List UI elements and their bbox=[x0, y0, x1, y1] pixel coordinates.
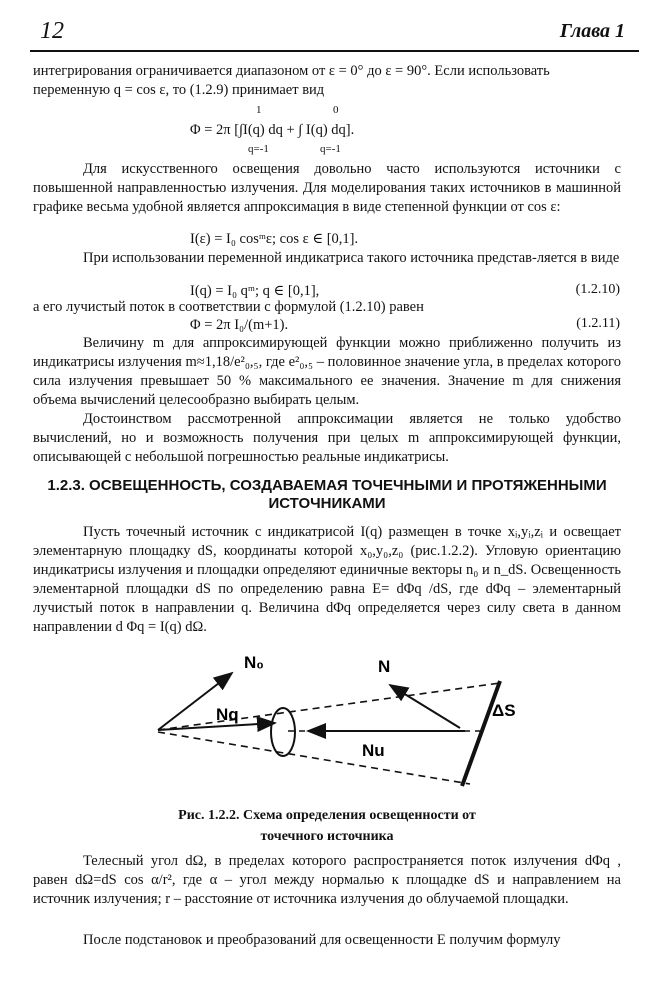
section-heading-line-2: ИСТОЧНИКАМИ bbox=[268, 495, 386, 512]
label-nq: Nq bbox=[216, 705, 239, 724]
paragraph-6: Достоинством рассмотренной аппроксимации является не только удобство вычислений, но и возможность получения при целых m аппроксимирующей функции, описывающей с небольшой погрешностью реальные индикатрисы. bbox=[33, 411, 621, 465]
vector-nq-arrow bbox=[158, 723, 275, 730]
paragraph-5: Величину m для аппроксимирующей функции можно приближенно получить из индикатрисы излучения m≈1,18/e²₀,₅, где e²₀,₅ – половинное значение угла, в пределах которого сила излучения превышает 50 % максимального ее значения. Значение m для снижения объема вычислений целесообразно выбирать целым. bbox=[33, 335, 621, 408]
label-nu: Nu bbox=[362, 741, 385, 760]
header-rule bbox=[30, 50, 639, 52]
cone-lower-ray bbox=[158, 732, 470, 784]
surface-element-ds bbox=[462, 681, 500, 786]
label-n: N bbox=[378, 657, 391, 676]
chapter-title: Глава 1 bbox=[559, 20, 625, 42]
vector-n-arrow bbox=[390, 685, 460, 728]
integral-1-upper-limit: 1 bbox=[256, 104, 262, 116]
figure-caption-line-2: точечного источника bbox=[260, 829, 394, 844]
paragraph-2: Для искусственного освещения довольно часто используются источники с повышенной направленностью излучения. Для моделирования таких источников в машинной графике весьма удобной является аппроксимация в виде степенной функции от cos ε: bbox=[33, 161, 621, 215]
paragraph-1-line-1: интегрирования ограничивается диапазоном от ε = 0° до ε = 90°. Если использовать bbox=[33, 63, 550, 79]
integral-2-upper-limit: 0 bbox=[333, 104, 339, 116]
equation-flux: Φ = 2π I₀/(m+1). bbox=[190, 317, 289, 333]
paragraph-4: а его лучистый поток в соответствии с формулой (1.2.10) равен bbox=[33, 299, 424, 315]
paragraph-9: После подстановок и преобразований для освещенности E получим формулу bbox=[83, 932, 561, 948]
equation-number-1-2-11: (1.2.11) bbox=[576, 316, 620, 331]
paragraph-8: Телесный угол dΩ, в пределах которого распространяется поток излучения dΦq , равен dΩ=dS cos α/r², где α – угол между нормалью к площадке dS и направлением на источник излучения; r – расстояние от источника излучения до облучаемой площадки. bbox=[33, 853, 621, 907]
equation-indicatrix: I(q) = I₀ qᵐ; q ∈ [0,1], bbox=[190, 283, 320, 299]
label-n0: N₀ bbox=[244, 653, 264, 672]
equation-number-1-2-10: (1.2.10) bbox=[575, 282, 620, 297]
section-heading-line-1: 1.2.3. ОСВЕЩЕННОСТЬ, СОЗДАВАЕМАЯ ТОЧЕЧНЫМИ И ПРОТЯЖЕННЫМИ bbox=[47, 477, 607, 494]
solid-angle-ellipse bbox=[271, 708, 295, 756]
figure-caption-line-1: Рис. 1.2.2. Схема определения освещенности от bbox=[178, 808, 476, 823]
equation-flux-integral: Φ = 2π [∫I(q) dq + ∫ I(q) dq]. bbox=[190, 122, 355, 138]
integral-1-lower-limit: q=-1 bbox=[248, 143, 269, 155]
integral-2-lower-limit: q=-1 bbox=[320, 143, 341, 155]
paragraph-3: При использовании переменной индикатриса такого источника представ-ляется в виде bbox=[83, 250, 620, 266]
page-header bbox=[30, 18, 639, 48]
label-ds: ΔS bbox=[492, 701, 516, 720]
equation-power-approx: I(ε) = I₀ cosᵐε; cos ε ∈ [0,1]. bbox=[190, 231, 359, 247]
illumination-diagram bbox=[140, 648, 540, 798]
paragraph-1-line-2: переменную q = cos ε, то (1.2.9) принимает вид bbox=[33, 82, 325, 98]
paragraph-7: Пусть точечный источник с индикатрисой I(q) размещен в точке xᵢ,yᵢ,zᵢ и освещает элементарную площадку dS, координаты которой x₀,y₀,z₀ (рис.1.2.2). Угловую ориентацию индикатрисы излучения и площадки определяют единичные векторы n₀ и n_dS. Освещенность элементарной площадки dS по определению равна E= dΦq /dS, где dΦq – элементарный лучистый поток в направлении q. Величина dΦq определяется через силу света в данном направлении d Φq = I(q) dΩ. bbox=[33, 524, 621, 635]
page-number: 12 bbox=[40, 18, 64, 44]
